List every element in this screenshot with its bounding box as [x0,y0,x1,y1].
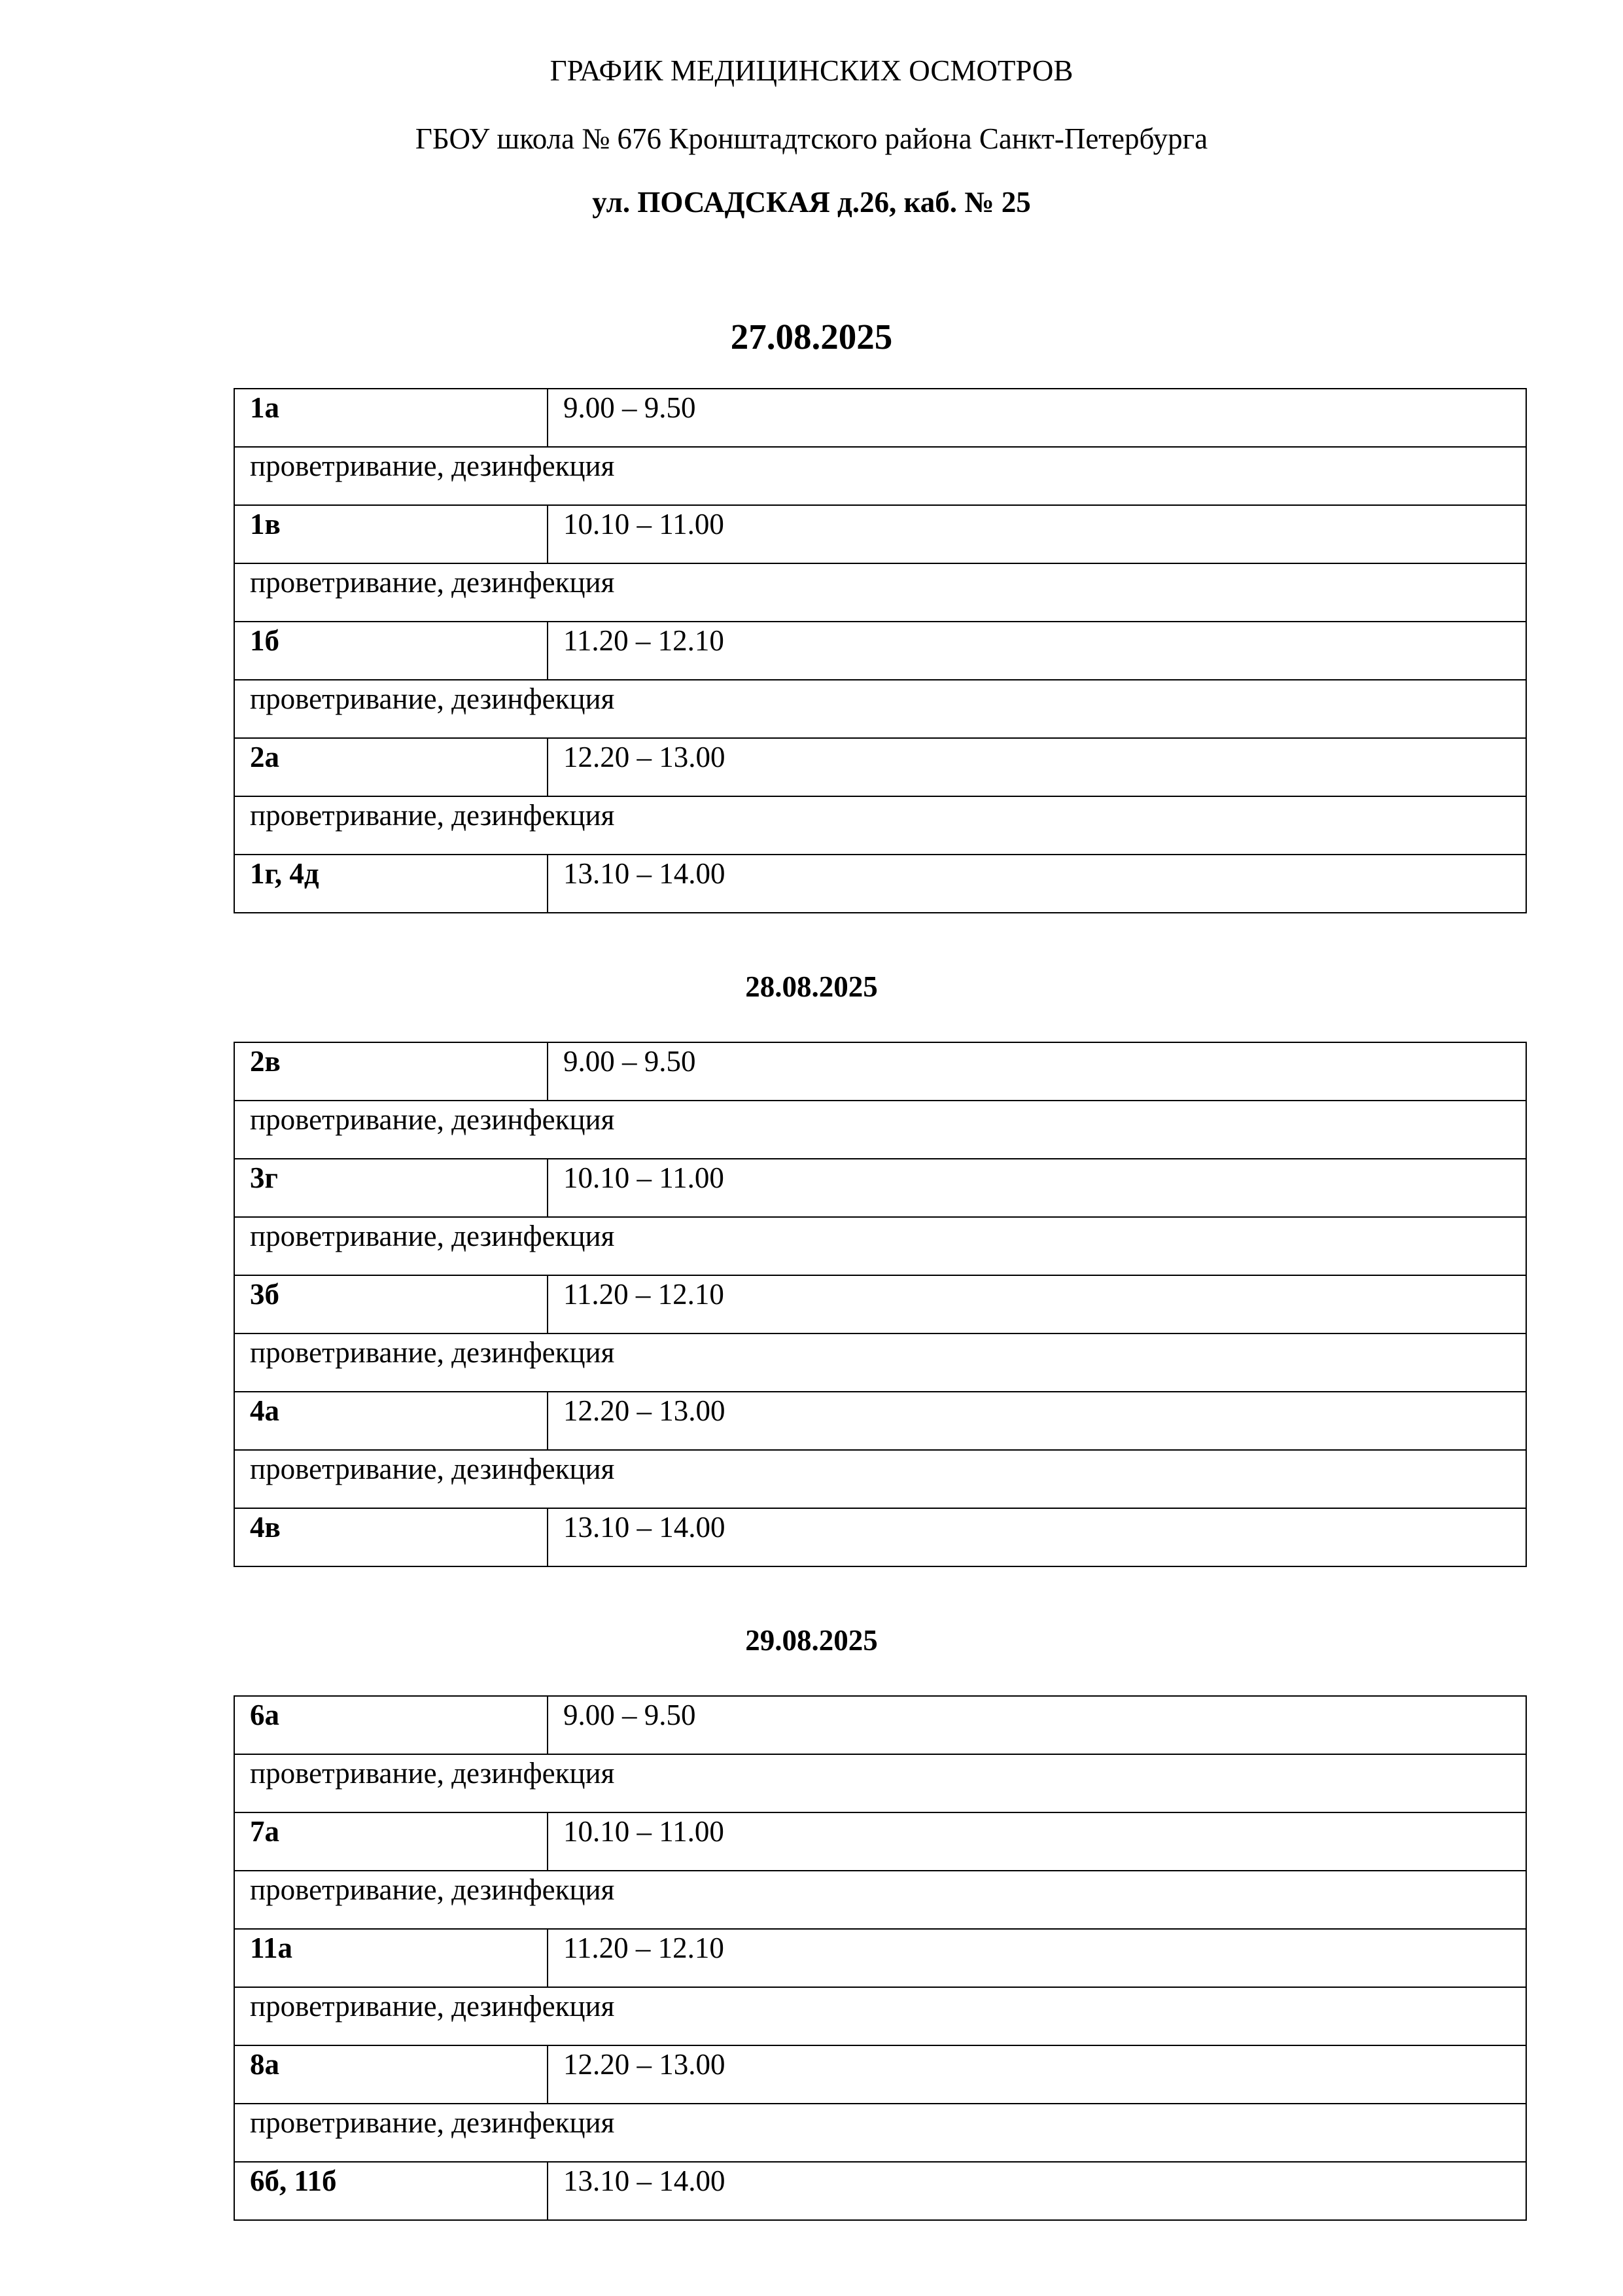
time-label: 10.10 – 11.00 [563,508,724,540]
class-label: 7а [250,1815,279,1848]
break-cell [234,1101,1526,1159]
class-label: 1г, 4д [250,857,319,890]
day-date-heading: 27.08.2025 [730,317,893,357]
time-cell [548,855,1526,913]
school-address: ул. ПОСАДСКАЯ д.26, каб. № 25 [592,186,1031,219]
break-row [234,1450,1526,1508]
break-cell [234,1987,1526,2045]
break-cell [234,563,1526,622]
time-cell [548,1275,1526,1333]
break-cell [234,2104,1526,2162]
break-cell [234,680,1526,738]
document-title: ГРАФИК МЕДИЦИНСКИХ ОСМОТРОВ [550,54,1073,87]
schedule-table [234,1042,1527,1567]
break-cell [234,1333,1526,1392]
class-cell [234,2162,548,2220]
break-label: проветривание, дезинфекция [250,682,615,715]
exam-row [234,855,1526,913]
break-row [234,1333,1526,1392]
break-cell [234,447,1526,505]
class-cell [234,1042,548,1101]
break-row [234,2104,1526,2162]
exam-row [234,1508,1526,1566]
break-label: проветривание, дезинфекция [250,1757,615,1790]
time-cell [548,389,1526,447]
exam-row [234,1392,1526,1450]
school-name: ГБОУ школа № 676 Кронштадтского района Санкт-Петербурга [415,122,1208,155]
exam-row [234,389,1526,447]
break-cell [234,1450,1526,1508]
time-cell [548,1812,1526,1871]
schedule-table [234,388,1527,913]
class-label: 11а [250,1932,293,1964]
break-label: проветривание, дезинфекция [250,450,615,482]
class-label: 3г [250,1161,278,1194]
time-cell [548,1392,1526,1450]
exam-row [234,1812,1526,1871]
time-cell [548,1929,1526,1987]
class-cell [234,1929,548,1987]
time-cell [548,622,1526,680]
break-label: проветривание, дезинфекция [250,1103,615,1136]
break-row [234,447,1526,505]
break-cell [234,1754,1526,1812]
time-cell [548,1696,1526,1754]
break-cell [234,1217,1526,1275]
class-label: 8а [250,2048,279,2081]
exam-row [234,505,1526,563]
exam-row [234,2162,1526,2220]
class-label: 1в [250,508,281,540]
time-label: 12.20 – 13.00 [563,1394,725,1427]
time-cell [548,738,1526,796]
time-label: 10.10 – 11.00 [563,1815,724,1848]
class-cell [234,389,548,447]
time-label: 12.20 – 13.00 [563,741,725,773]
class-cell [234,2045,548,2104]
class-label: 2а [250,741,279,773]
time-cell [548,2045,1526,2104]
break-row [234,1217,1526,1275]
time-label: 9.00 – 9.50 [563,391,696,424]
break-row [234,1101,1526,1159]
class-label: 2в [250,1045,281,1078]
break-label: проветривание, дезинфекция [250,1453,615,1485]
time-cell [548,1508,1526,1566]
class-label: 6б, 11б [250,2164,337,2197]
class-cell [234,855,548,913]
break-row [234,563,1526,622]
time-label: 9.00 – 9.50 [563,1045,696,1078]
break-row [234,796,1526,855]
exam-row [234,1159,1526,1217]
break-label: проветривание, дезинфекция [250,1990,615,2022]
time-label: 13.10 – 14.00 [563,857,725,890]
time-label: 11.20 – 12.10 [563,624,724,657]
exam-row [234,1929,1526,1987]
class-label: 3б [250,1278,279,1311]
exam-row [234,2045,1526,2104]
break-row [234,1871,1526,1929]
time-cell [548,505,1526,563]
class-label: 6а [250,1699,279,1731]
exam-row [234,1696,1526,1754]
break-label: проветривание, дезинфекция [250,566,615,599]
class-cell [234,1275,548,1333]
class-cell [234,738,548,796]
break-cell [234,796,1526,855]
class-label: 4а [250,1394,279,1427]
exam-row [234,1042,1526,1101]
time-cell [548,1042,1526,1101]
class-cell [234,1159,548,1217]
class-label: 1а [250,391,279,424]
break-label: проветривание, дезинфекция [250,799,615,832]
class-cell [234,622,548,680]
break-cell [234,1871,1526,1929]
time-label: 11.20 – 12.10 [563,1932,724,1964]
exam-row [234,1275,1526,1333]
class-cell [234,505,548,563]
time-label: 13.10 – 14.00 [563,2164,725,2197]
break-label: проветривание, дезинфекция [250,1873,615,1906]
day-date-heading: 29.08.2025 [745,1624,878,1657]
class-cell [234,1392,548,1450]
time-cell [548,1159,1526,1217]
exam-row [234,622,1526,680]
class-cell [234,1696,548,1754]
exam-row [234,738,1526,796]
class-cell [234,1508,548,1566]
time-label: 10.10 – 11.00 [563,1161,724,1194]
break-row [234,1987,1526,2045]
time-label: 11.20 – 12.10 [563,1278,724,1311]
class-label: 4в [250,1511,281,1544]
day-date-heading: 28.08.2025 [745,970,878,1003]
time-label: 13.10 – 14.00 [563,1511,725,1544]
break-row [234,680,1526,738]
time-label: 12.20 – 13.00 [563,2048,725,2081]
class-label: 1б [250,624,279,657]
time-cell [548,2162,1526,2220]
break-label: проветривание, дезинфекция [250,1220,615,1252]
break-row [234,1754,1526,1812]
time-label: 9.00 – 9.50 [563,1699,696,1731]
class-cell [234,1812,548,1871]
break-label: проветривание, дезинфекция [250,2106,615,2139]
break-label: проветривание, дезинфекция [250,1336,615,1369]
schedule-table [234,1695,1527,2221]
